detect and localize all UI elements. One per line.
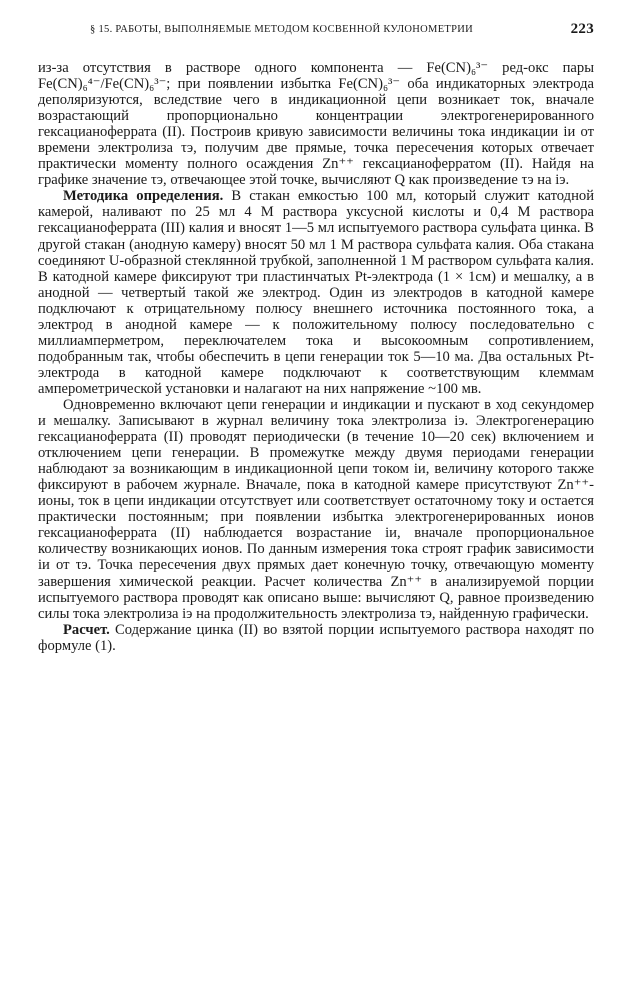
section-heading-method: Методика определения. (63, 188, 224, 205)
page-number: 223 (570, 21, 594, 37)
paragraph-continuation (38, 60, 594, 188)
paragraph-calculation (38, 622, 594, 654)
paragraph-text: В стакан емкостью 100 мл, который служит катодной камерой, наливают по 25 мл 4 М раствора уксусной кислоты и 0,4 М раствора гексацианоферрата (III) калия и вносят 1—5 мл испытуемого раствора сульфата цинка. В другой стакан (анодную камеру) вносят 50 мл 1 М раствора сульфата калия. Оба стакана соединяют U-образной стеклянной трубкой, заполненной 1 М раствором сульфата калия. В катодной камере фиксируют три пластинчатых Pt-электрода (1 × 1см) и мешалку, а в анодной — четвертый такой же электрод. Один из электродов в катодной камере подключают к отрицательному полюсу внешнего источника постоянного тока, а электрод в анодной камере — к положительному полюсу последовательно с миллиамперметром, переключателем тока и высокоомным сопротивлением, подобранным так, чтобы обеспечить в цепи генерации ток 5—10 ма. Два остальных Pt-электрода в катодной камере подключают к соответствующим клеммам амперометрической установки и налагают на них напряжение ~100 мв. (38, 188, 594, 397)
running-header (38, 20, 594, 42)
paragraph-text: Одновременно включают цепи генерации и индикации и пускают в ход секундомер и мешалку. Записывают в журнал величину тока электролиза iэ. Электрогенерацию гексацианоферрата (II) проводят периодически (в течение 10—20 сек) включением и отключением цепи генерации. В промежутке между двумя периодами генерации наблюдают за возникающим в индикационной цепи током iи, величину которого также фиксируют в рабочем журнале. Вначале, пока в катодной камере присутствуют Zn⁺⁺-ионы, ток в цепи индикации отсутствует или соответствует остаточному току и остается практически постоянным; при появлении избытка электрогенерированных ионов гексацианоферрата (II) наблюдается возрастание iи, вначале пропорциональное количеству возникающих ионов. По данным измерения тока строят график зависимости iи от τэ. Точка пересечения двух прямых дает конечную точку, отвечающую моменту завершения химической реакции. Расчет количества Zn⁺⁺ в анализируемой порции испытуемого раствора проводят как описано выше: вычисляют Q, равное произведению силы тока электролиза iэ на продолжительность электролиза τэ, найденную графически. (38, 396, 594, 622)
section-heading-calculation: Расчет. (63, 621, 110, 638)
book-page (38, 20, 594, 654)
paragraph-text: Содержание цинка (II) во взятой порции испытуемого раствора находят по формуле (1). (38, 621, 594, 654)
running-title: § 15. РАБОТЫ, ВЫПОЛНЯЕМЫЕ МЕТОДОМ КОСВЕННОЙ КУЛОНОМЕТРИИ (90, 24, 474, 35)
page-body (38, 60, 594, 654)
paragraph-method (38, 188, 594, 397)
paragraph-text: из-за отсутствия в растворе одного компонента — Fe(CN)₆³⁻ ред-окс пары Fe(CN)₆⁴⁻/Fe(CN)₆³⁻; при появлении избытка Fe(CN)₆³⁻ оба индикаторных электрода деполяризуются, вследствие чего в индикационной цепи возникает ток, вначале возрастающий пропорционально концентрации электрогенерированного гексацианоферрата (II). Построив кривую зависимости величины тока индикации iи от времени электролиза τэ, получим две прямые, точка пересечения которых отвечает практически моменту полного осаждения Zn⁺⁺ гексацианоферратом (II). Найдя на графике значение τэ, отвечающее этой точке, вычисляют Q как произведение τэ на iэ. (38, 60, 594, 189)
paragraph-procedure (38, 397, 594, 622)
